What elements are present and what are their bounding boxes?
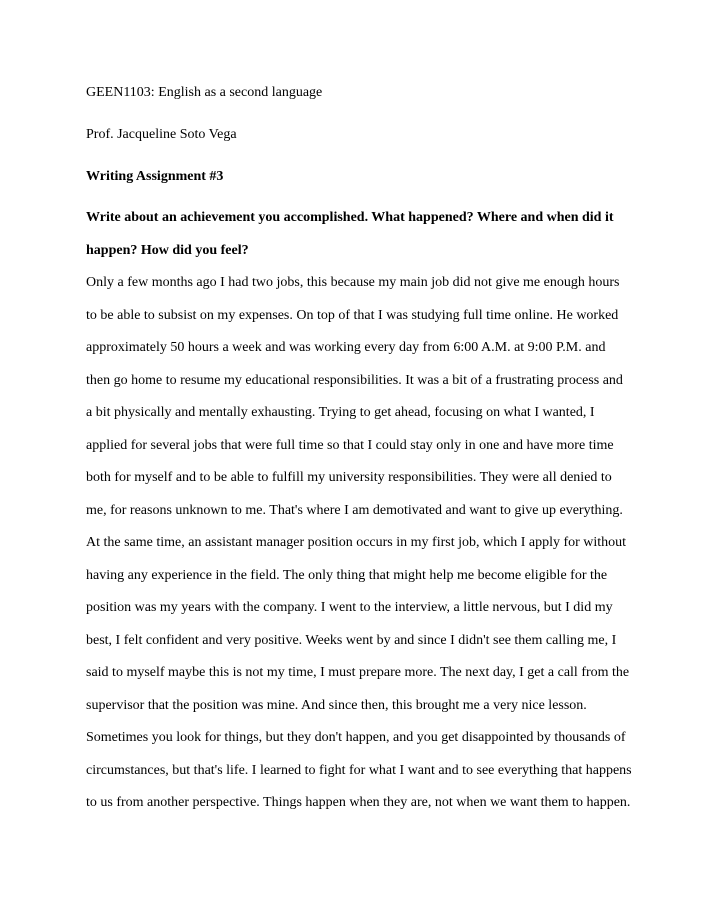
assignment-title: Writing Assignment #3: [86, 169, 224, 184]
essay-line: circumstances, but that's life. I learned to fight for what I want and to see everything that happens: [86, 762, 632, 778]
essay-line: to us from another perspective. Things happen when they are, not when we want them to happen.: [86, 795, 631, 810]
essay-line: Sometimes you look for things, but they don't happen, and you get disappointed by thousands of: [86, 730, 626, 745]
prompt-line: happen? How did you feel?: [86, 242, 249, 258]
essay-line: having any experience in the field. The only thing that might help me become eligible for the: [86, 567, 608, 583]
essay-line: me, for reasons unknown to me. That's where I am demotivated and want to give up everything.: [86, 502, 623, 518]
essay-line: position was my years with the company. I went to the interview, a little nervous, but I did my: [86, 600, 613, 615]
essay-line: said to myself maybe this is not my time, I must prepare more. The next day, I get a call from the: [86, 665, 630, 680]
essay-line: then go home to resume my educational responsibilities. It was a bit of a frustrating process and: [86, 372, 623, 388]
essay-line: At the same time, an assistant manager position occurs in my first job, which I apply for without: [86, 535, 627, 550]
essay-line: approximately 50 hours a week and was working every day from 6:00 A.M. at 9:00 P.M. and: [86, 340, 606, 355]
essay-line: supervisor that the position was mine. And since then, this brought me a very nice lesson.: [86, 697, 587, 713]
essay-line: to be able to subsist on my expenses. On top of that I was studying full time online. He worked: [86, 307, 619, 323]
essay-body: [86, 273, 646, 813]
essay-line: best, I felt confident and very positive. Weeks went by and since I didn't see them calling me, I: [86, 632, 617, 648]
prompt-line: Write about an achievement you accomplished. What happened? Where and when did it: [86, 210, 614, 225]
professor-name: Prof. Jacqueline Soto Vega: [86, 127, 237, 142]
essay-line: a bit physically and mentally exhausting. Trying to get ahead, focusing on what I wanted, I: [86, 405, 595, 420]
essay-line: both for myself and to be able to fulfill my university responsibilities. They were all denied to: [86, 470, 612, 485]
document-page: [86, 83, 646, 826]
essay-line: applied for several jobs that were full time so that I could stay only in one and have more time: [86, 437, 614, 453]
course-title: GEEN1103: English as a second language: [86, 85, 323, 100]
essay-line: Only a few months ago I had two jobs, this because my main job did not give me enough hours: [86, 275, 620, 290]
assignment-prompt: [86, 208, 646, 261]
